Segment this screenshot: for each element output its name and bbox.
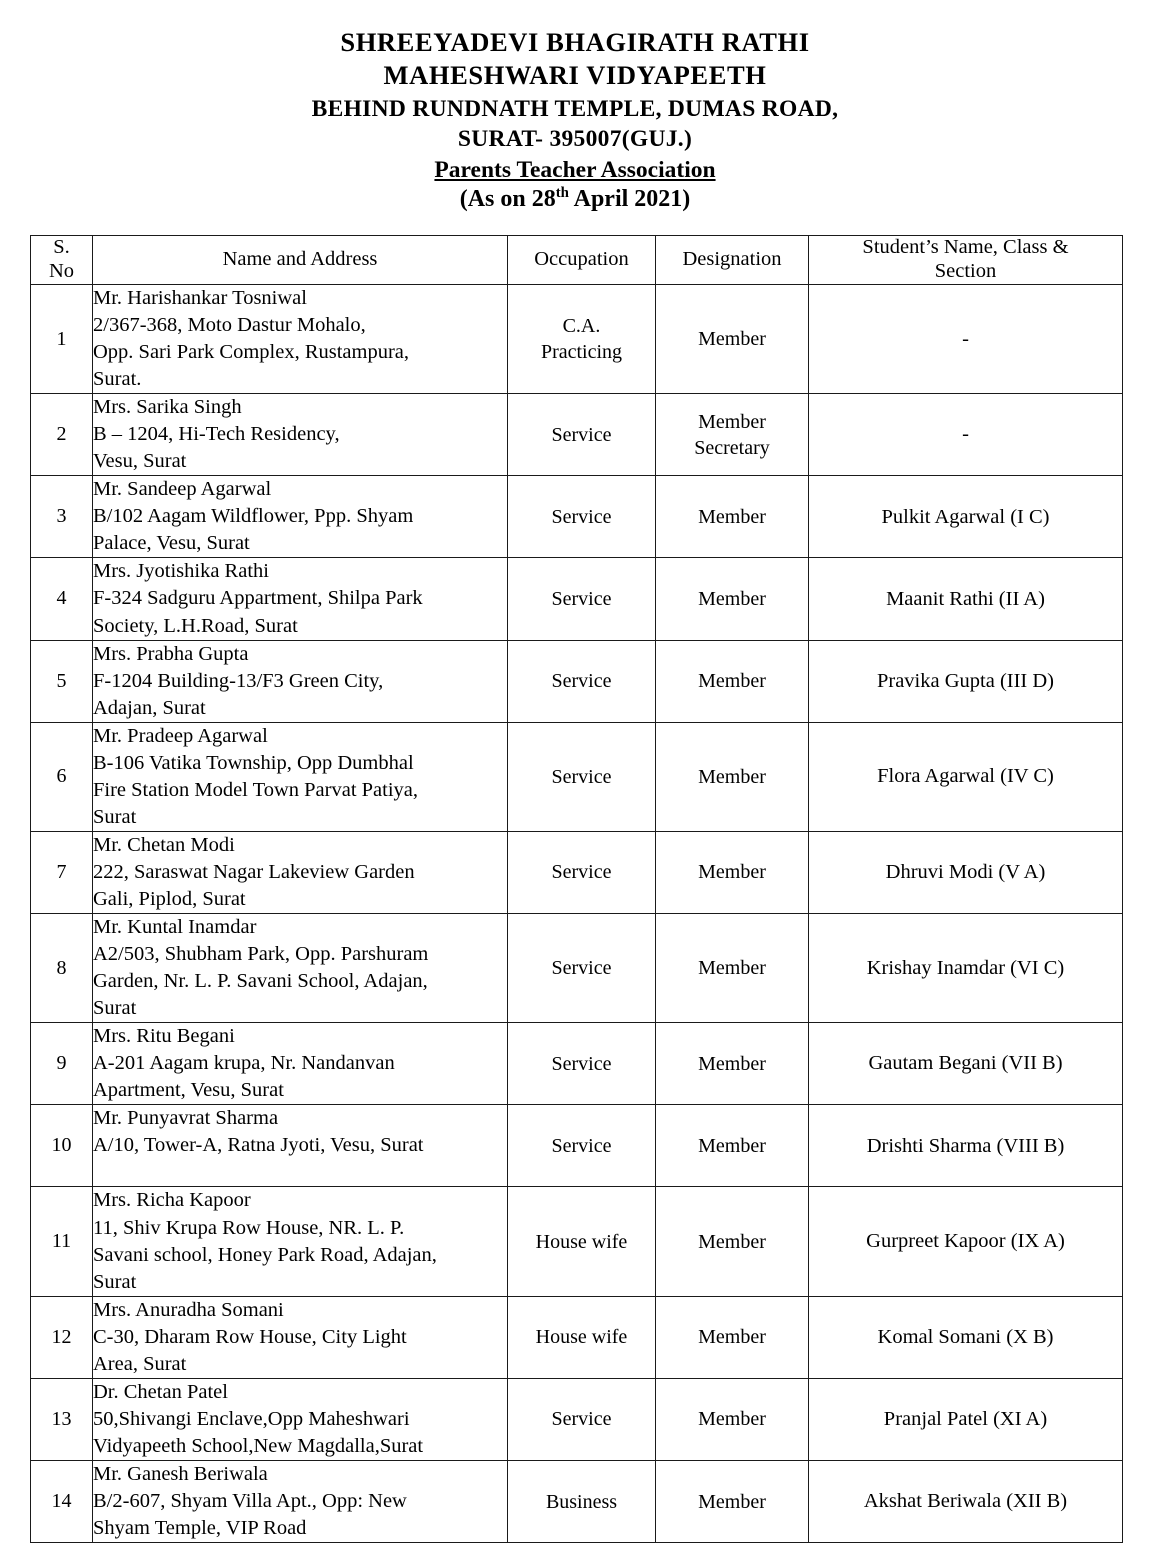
cell-name-address (93, 1296, 508, 1378)
table-row (31, 1378, 1123, 1460)
table-row (31, 1105, 1123, 1187)
member-name: Mrs. Richa Kapoor (93, 1189, 251, 1212)
as-on-suffix: April 2021) (568, 185, 691, 212)
pta-members-table (30, 235, 1123, 1543)
member-address-line: Shyam Temple, VIP Road (93, 1517, 307, 1540)
cell-serial-no: 2 (31, 394, 93, 476)
school-city-pin-line: SURAT- 395007(GUJ.) (457, 126, 693, 153)
cell-designation: Member (656, 1105, 809, 1187)
member-address-line: Garden, Nr. L. P. Savani School, Adajan, (93, 970, 428, 993)
cell-occupation: House wife (508, 1296, 656, 1378)
cell-designation: Member (656, 914, 809, 1023)
cell-serial-no: 4 (31, 558, 93, 640)
as-on-prefix: (As on 28 (459, 185, 556, 212)
cell-name-address (93, 476, 508, 558)
cell-designation: Member (656, 1023, 809, 1105)
table-row (31, 1296, 1123, 1378)
table-row (31, 1460, 1123, 1542)
cell-name-address (93, 284, 508, 393)
cell-student-name-class-section: Pravika Gupta (III D) (809, 640, 1123, 722)
member-address-line: 222, Saraswat Nagar Lakeview Garden (93, 860, 415, 883)
cell-occupation: Service (508, 1023, 656, 1105)
member-name: Mrs. Prabha Gupta (93, 642, 249, 665)
table-header (31, 235, 1123, 284)
table-row (31, 722, 1123, 831)
cell-serial-no: 11 (31, 1187, 93, 1296)
cell-student-name-class-section: - (809, 284, 1123, 393)
member-name: Mr. Pradeep Agarwal (93, 724, 268, 747)
member-address-line: Opp. Sari Park Complex, Rustampura, (93, 341, 410, 364)
cell-serial-no: 9 (31, 1023, 93, 1105)
member-address-line: B/2-607, Shyam Villa Apt., Opp: New (93, 1490, 407, 1512)
column-header-designation: Designation (656, 235, 809, 284)
cell-designation: Member (656, 476, 809, 558)
member-name: Mr. Sandeep Agarwal (93, 478, 272, 501)
table-row (31, 284, 1123, 393)
column-header-student-line2: Section (934, 259, 997, 282)
column-header-student (809, 235, 1123, 284)
member-address-line: 50,Shivangi Enclave,Opp Maheshwari (93, 1407, 410, 1430)
cell-student-name-class-section: - (809, 394, 1123, 476)
member-address-line: Savani school, Honey Park Road, Adajan, (93, 1243, 437, 1266)
cell-serial-no: 5 (31, 640, 93, 722)
cell-serial-no: 8 (31, 914, 93, 1023)
cell-occupation: Service (508, 1378, 656, 1460)
cell-occupation: Service (508, 831, 656, 913)
table-row (31, 914, 1123, 1023)
cell-designation: Member (656, 1187, 809, 1296)
member-address-line: Vesu, Surat (93, 450, 187, 473)
member-name: Mrs. Sarika Singh (93, 396, 242, 419)
cell-designation: Member (656, 1460, 809, 1542)
member-address-line: 11, Shiv Krupa Row House, NR. L. P. (93, 1216, 405, 1239)
cell-name-address (93, 1460, 508, 1542)
cell-designation: Member Secretary (656, 394, 809, 476)
member-address-line: A/10, Tower-A, Ratna Jyoti, Vesu, Surat (93, 1134, 424, 1157)
member-name: Mrs. Jyotishika Rathi (93, 560, 269, 583)
cell-designation: Member (656, 558, 809, 640)
cell-student-name-class-section: Gautam Begani (VII B) (809, 1023, 1123, 1105)
cell-occupation: House wife (508, 1187, 656, 1296)
member-address-line: B-106 Vatika Township, Opp Dumbhal (93, 751, 414, 774)
column-header-occupation: Occupation (508, 235, 656, 284)
member-address-line: F-324 Sadguru Appartment, Shilpa Park (93, 587, 423, 610)
table-row (31, 476, 1123, 558)
member-address-line: Palace, Vesu, Surat (93, 532, 250, 555)
cell-name-address (93, 1378, 508, 1460)
table-row (31, 1023, 1123, 1105)
cell-designation: Member (656, 722, 809, 831)
member-name: Mr. Ganesh Beriwala (93, 1462, 268, 1485)
member-address-line: 2/367-368, Moto Dastur Mohalo, (93, 313, 366, 336)
member-name: Mr. Kuntal Inamdar (93, 916, 257, 939)
cell-designation: Member (656, 1378, 809, 1460)
member-address-line: Apartment, Vesu, Surat (93, 1079, 284, 1102)
cell-designation: Member (656, 284, 809, 393)
cell-occupation: C.A. Practicing (508, 284, 656, 393)
cell-occupation: Service (508, 476, 656, 558)
document-subtitle-wrap (0, 155, 1150, 184)
cell-serial-no: 13 (31, 1378, 93, 1460)
cell-designation: Member (656, 1296, 809, 1378)
cell-serial-no: 1 (31, 284, 93, 393)
member-address-line: Society, L.H.Road, Surat (93, 614, 298, 637)
column-header-serial-no-line1: S. (53, 235, 70, 258)
member-address-line: Adajan, Surat (93, 696, 206, 719)
table-row (31, 558, 1123, 640)
cell-student-name-class-section: Pulkit Agarwal (I C) (809, 476, 1123, 558)
column-header-serial-no-line2: No (48, 259, 75, 282)
cell-occupation: Service (508, 558, 656, 640)
table-row (31, 640, 1123, 722)
member-address-line: Fire Station Model Town Parvat Patiya, (93, 778, 419, 801)
table-row (31, 394, 1123, 476)
table-row (31, 1187, 1123, 1296)
cell-name-address (93, 558, 508, 640)
document-subtitle: Parents Teacher Association (434, 156, 716, 183)
cell-student-name-class-section: Akshat Beriwala (XII B) (809, 1460, 1123, 1542)
cell-occupation: Service (508, 640, 656, 722)
cell-serial-no: 6 (31, 722, 93, 831)
member-address-line: Area, Surat (93, 1352, 187, 1375)
cell-name-address (93, 1187, 508, 1296)
member-name: Mrs. Ritu Begani (93, 1025, 235, 1048)
cell-serial-no: 10 (31, 1105, 93, 1187)
cell-student-name-class-section: Gurpreet Kapoor (IX A) (809, 1187, 1123, 1296)
school-address-line: BEHIND RUNDNATH TEMPLE, DUMAS ROAD, (311, 95, 839, 122)
member-address-line (93, 1159, 507, 1186)
member-name: Mr. Harishankar Tosniwal (93, 286, 307, 309)
cell-occupation: Service (508, 1105, 656, 1187)
cell-occupation: Service (508, 394, 656, 476)
member-name: Mr. Chetan Modi (93, 833, 235, 856)
cell-occupation: Service (508, 722, 656, 831)
as-on-date (0, 186, 1150, 213)
member-address-line: C-30, Dharam Row House, City Light (93, 1325, 407, 1348)
table-header-row (31, 235, 1123, 284)
member-name: Mr. Punyavrat Sharma (93, 1107, 279, 1130)
school-name-line-1: SHREEYADEVI BHAGIRATH RATHI (340, 27, 810, 57)
cell-student-name-class-section: Pranjal Patel (XI A) (809, 1378, 1123, 1460)
cell-name-address (93, 831, 508, 913)
column-header-name-address: Name and Address (93, 235, 508, 284)
member-address-line: Surat. (93, 368, 142, 391)
cell-student-name-class-section: Krishay Inamdar (VI C) (809, 914, 1123, 1023)
cell-name-address (93, 1023, 508, 1105)
cell-serial-no: 3 (31, 476, 93, 558)
cell-occupation: Service (508, 914, 656, 1023)
cell-occupation: Business (508, 1460, 656, 1542)
column-header-student-line1: Student’s Name, Class & (862, 235, 1069, 258)
member-address-line: F-1204 Building-13/F3 Green City, (93, 669, 384, 692)
member-address-line: B/102 Aagam Wildflower, Ppp. Shyam (93, 505, 414, 528)
cell-student-name-class-section: Flora Agarwal (IV C) (809, 722, 1123, 831)
table-row (31, 831, 1123, 913)
cell-student-name-class-section: Dhruvi Modi (V A) (809, 831, 1123, 913)
cell-student-name-class-section: Komal Somani (X B) (809, 1296, 1123, 1378)
cell-serial-no: 12 (31, 1296, 93, 1378)
cell-serial-no: 7 (31, 831, 93, 913)
member-address-line: Surat (93, 997, 137, 1020)
member-address-line: Surat (93, 805, 137, 828)
member-address-line: Gali, Piplod, Surat (93, 887, 246, 910)
cell-student-name-class-section: Drishti Sharma (VIII B) (809, 1105, 1123, 1187)
cell-name-address (93, 394, 508, 476)
column-header-serial-no (31, 235, 93, 284)
as-on-ordinal-suffix: th (555, 184, 569, 201)
pta-table-container (0, 235, 1150, 1543)
cell-designation: Member (656, 831, 809, 913)
table-body (31, 284, 1123, 1542)
cell-designation: Member (656, 640, 809, 722)
member-address-line: B – 1204, Hi-Tech Residency, (93, 423, 340, 446)
cell-name-address (93, 914, 508, 1023)
school-name-line-2: MAHESHWARI VIDYAPEETH (383, 60, 767, 91)
member-address-line: Surat (93, 1270, 137, 1293)
member-address-line: A-201 Aagam krupa, Nr. Nandanvan (93, 1052, 395, 1075)
cell-name-address (93, 1105, 508, 1187)
document-header (0, 0, 1150, 213)
cell-name-address (93, 722, 508, 831)
cell-serial-no: 14 (31, 1460, 93, 1542)
member-name: Mrs. Anuradha Somani (93, 1298, 284, 1321)
member-name: Dr. Chetan Patel (93, 1380, 228, 1403)
member-address-line: A2/503, Shubham Park, Opp. Parshuram (93, 943, 429, 966)
cell-name-address (93, 640, 508, 722)
cell-student-name-class-section: Maanit Rathi (II A) (809, 558, 1123, 640)
member-address-line: Vidyapeeth School,New Magdalla,Surat (93, 1434, 424, 1457)
